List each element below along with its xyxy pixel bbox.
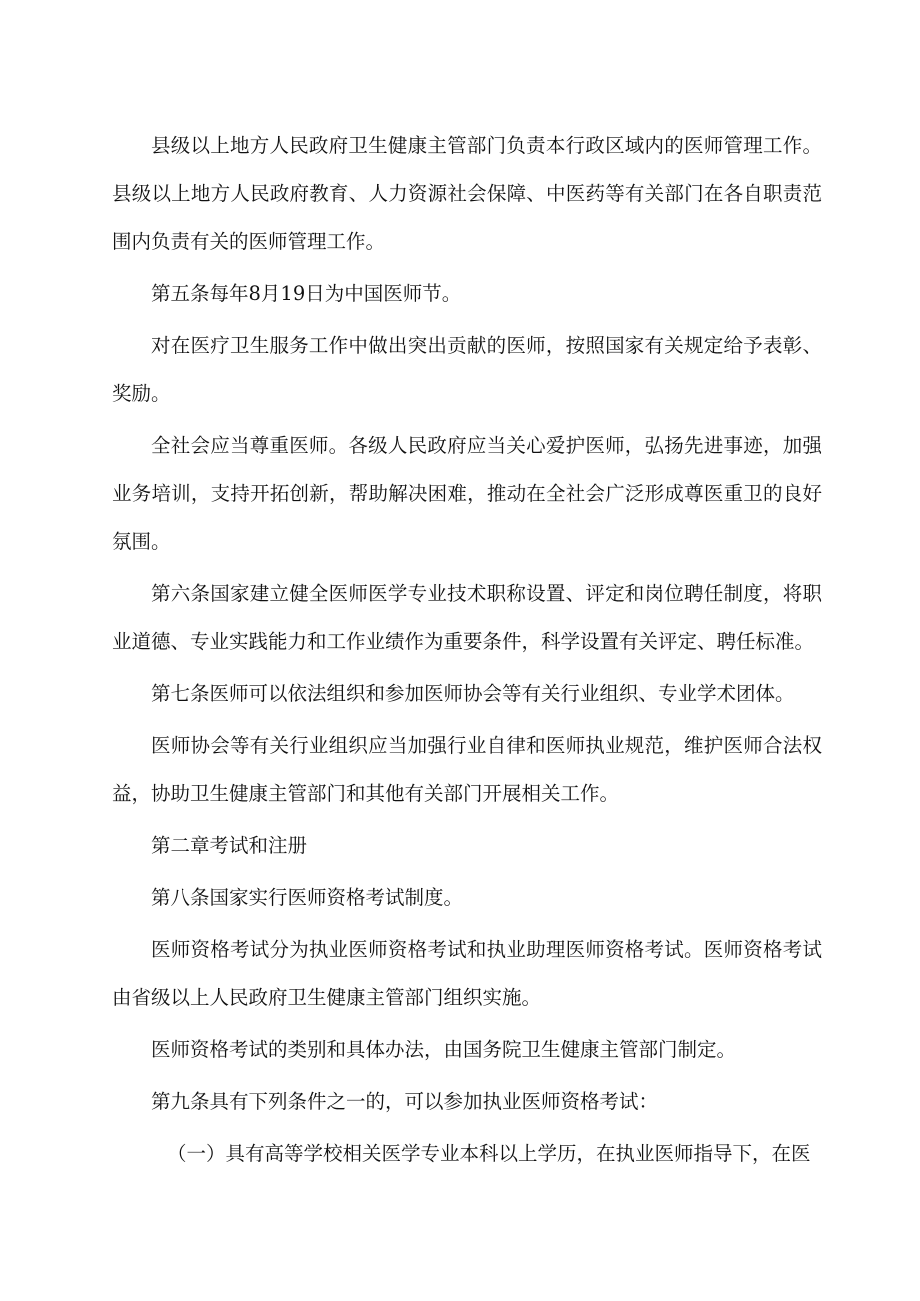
paragraph-article-5: 第五条每年8月19日为中国医师节。 bbox=[151, 282, 462, 305]
paragraph-article-6: 第六条国家建立健全医师医学专业技术职称设置、评定和岗位聘任制度，将职业道德、专业实践能力和工作业绩作为重要条件，科学设置有关评定、聘任标准。 bbox=[112, 582, 822, 653]
paragraph-article-9: 第九条具有下列条件之一的，可以参加执业医师资格考试： bbox=[151, 1090, 659, 1113]
paragraph-article-8: 第八条国家实行医师资格考试制度。 bbox=[151, 886, 464, 909]
document-body bbox=[112, 122, 822, 1182]
chapter-heading: 第二章考试和注册 bbox=[151, 834, 308, 857]
paragraph-exam-types: 医师资格考试分为执业医师资格考试和执业助理医师资格考试。医师资格考试由省级以上人民政府卫生健康主管部门组织实施。 bbox=[112, 938, 822, 1009]
paragraph-local-government-duties: 县级以上地方人民政府卫生健康主管部门负责本行政区域内的医师管理工作。县级以上地方人民政府教育、人力资源社会保障、中医药等有关部门在各自职责范围内负责有关的医师管理工作。 bbox=[112, 134, 822, 253]
paragraph-exam-rules: 医师资格考试的类别和具体办法，由国务院卫生健康主管部门制定。 bbox=[151, 1038, 737, 1061]
paragraph-article-7: 第七条医师可以依法组织和参加医师协会等有关行业组织、专业学术团体。 bbox=[151, 682, 795, 705]
paragraph-commendation: 对在医疗卫生服务工作中做出突出贡献的医师，按照国家有关规定给予表彰、奖励。 bbox=[112, 334, 822, 405]
paragraph-association-duties: 医师协会等有关行业组织应当加强行业自律和医师执业规范，维护医师合法权益，协助卫生健康主管部门和其他有关部门开展相关工作。 bbox=[112, 734, 822, 805]
list-item-condition-1: （一）具有高等学校相关医学专业本科以上学历，在执业医师指导下，在医 bbox=[167, 1142, 811, 1165]
paragraph-respect-doctors: 全社会应当尊重医师。各级人民政府应当关心爱护医师，弘扬先进事迹，加强业务培训，支持开拓创新，帮助解决困难，推动在全社会广泛形成尊医重卫的良好氛围。 bbox=[112, 434, 822, 553]
